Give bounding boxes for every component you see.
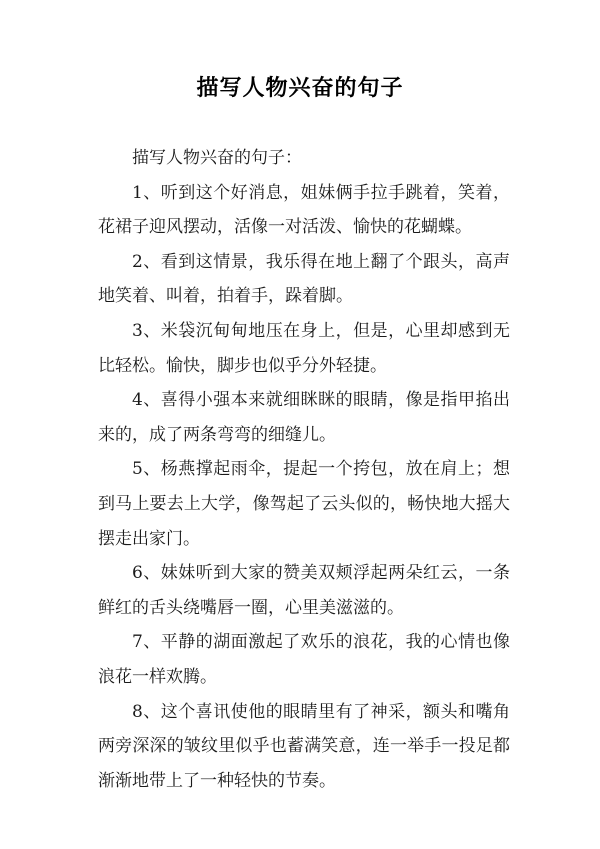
sentence-paragraph-1: 1、听到这个好消息，姐妹俩手拉手跳着，笑着，花裙子迎风摆动，活像一对活泼、愉快的花蝴蝶。	[98, 182, 510, 238]
document-body	[98, 141, 510, 798]
sentence-paragraph-4: 4、喜得小强本来就细眯眯的眼睛，像是指甲掐出来的，成了两条弯弯的细缝儿。	[98, 390, 510, 445]
sentence-paragraph-5: 5、杨燕撑起雨伞，提起一个挎包，放在肩上；想到马上要去上大学，像驾起了云头似的，畅快地大摇大摆走出家门。	[98, 459, 510, 549]
sentence-paragraph-3: 3、米袋沉甸甸地压在身上，但是，心里却感到无比轻松。愉快，脚步也似乎分外轻捷。	[98, 320, 510, 376]
sentence-paragraph-7: 7、平静的湖面激起了欢乐的浪花，我的心情也像浪花一样欢腾。	[98, 632, 510, 687]
intro-paragraph: 描写人物兴奋的句子：	[132, 148, 302, 168]
sentence-paragraph-8: 8、这个喜讯使他的眼睛里有了神采，额头和嘴角两旁深深的皱纹里似乎也蓄满笑意，连一举手一投足都渐渐地带上了一种轻快的节奏。	[98, 701, 510, 791]
sentence-paragraph-6: 6、妹妹听到大家的赞美双颊浮起两朵红云，一条鲜红的舌头绕嘴唇一圈，心里美滋滋的。	[98, 563, 510, 618]
sentence-paragraph-2: 2、看到这情景，我乐得在地上翻了个跟头，高声地笑着、叫着，拍着手，跺着脚。	[98, 251, 510, 307]
document-title: 描写人物兴奋的句子	[196, 76, 404, 101]
